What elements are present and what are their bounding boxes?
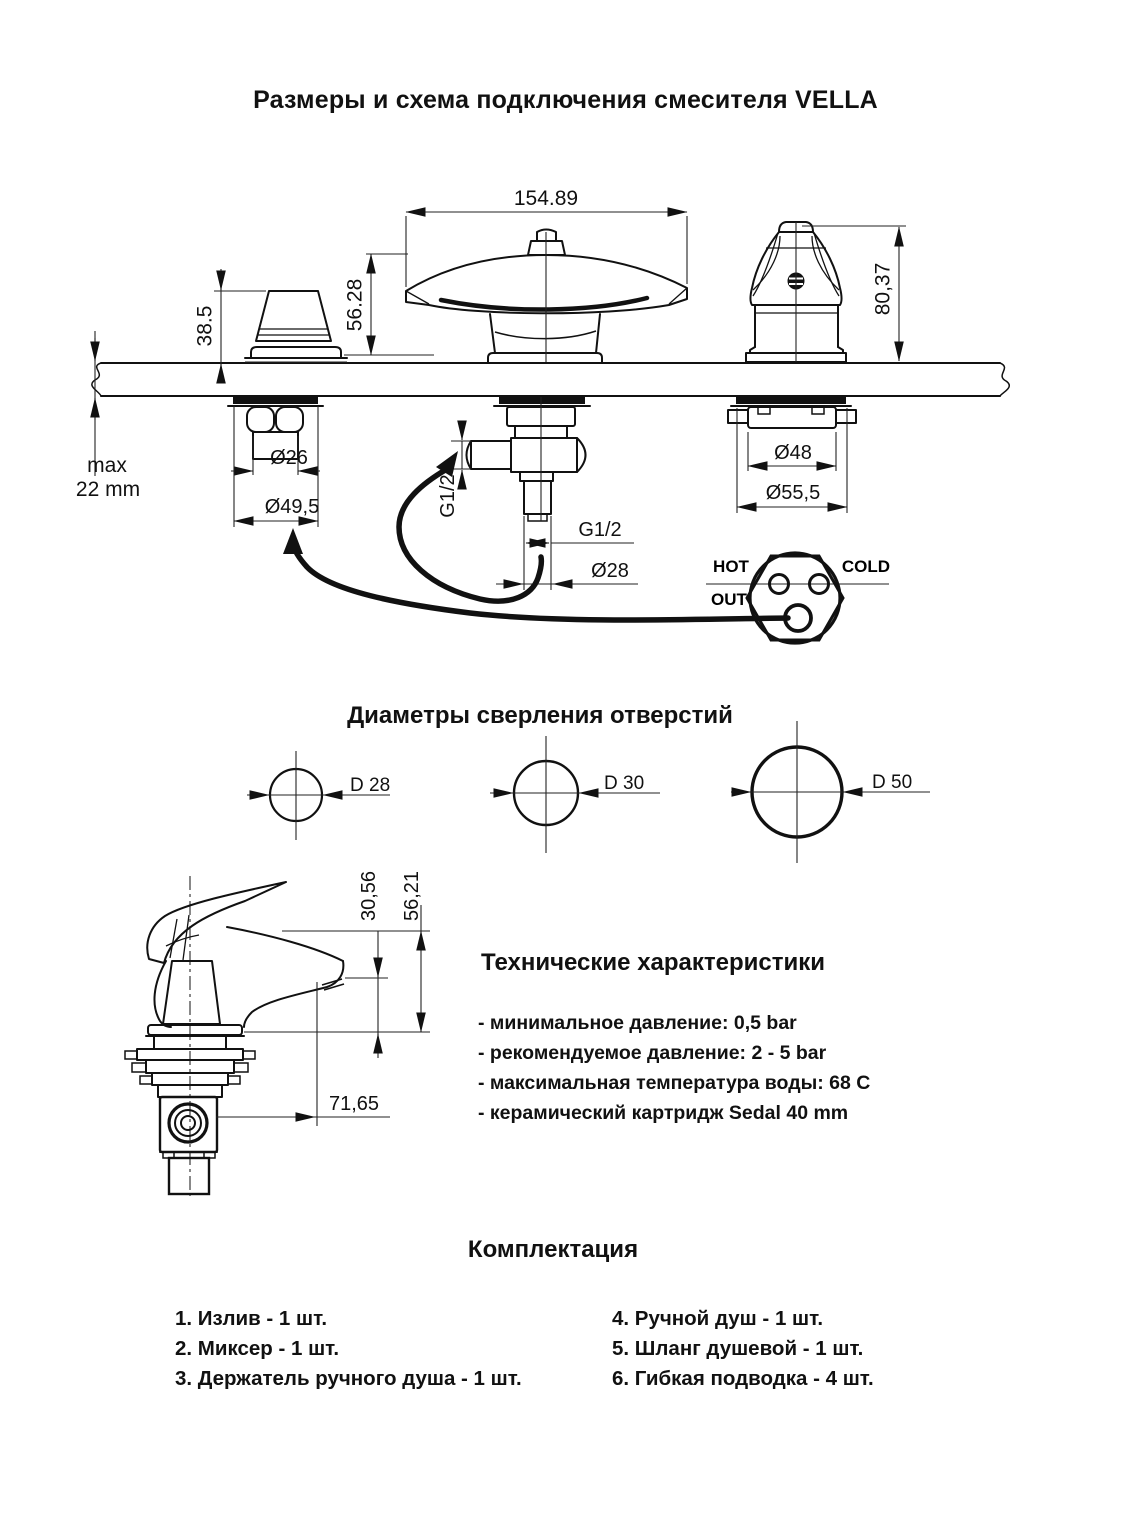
countertop: [92, 363, 1009, 396]
dim-side-view: [216, 871, 430, 1126]
spec-item: - максимальная температура воды: 68 C: [478, 1072, 871, 1094]
spec-item: - минимальное давление: 0,5 bar: [478, 1012, 797, 1034]
package-item: 1. Излив - 1 шт.: [175, 1307, 328, 1330]
svg-text:30,56: 30,56: [358, 870, 380, 922]
drill-section-heading: Диаметры сверления отверстий: [347, 702, 733, 729]
svg-text:Ø48: Ø48: [774, 442, 812, 464]
svg-text:G1/2: G1/2: [578, 519, 622, 541]
svg-text:D 50: D 50: [872, 772, 913, 793]
package-list-right: [612, 1304, 874, 1394]
dim-holder-neck: [748, 432, 836, 471]
dim-handle-height: [194, 269, 267, 382]
package-item: 3. Держатель ручного душа - 1 шт.: [175, 1367, 522, 1390]
hot-label: HOT: [713, 557, 749, 576]
drill-hole-d30: [490, 736, 660, 853]
dim-spout-tip-height: [358, 871, 380, 1058]
supply-connector: [706, 553, 890, 643]
specs-list: [478, 1008, 870, 1128]
spout: [406, 230, 687, 364]
package-item: 4. Ручной душ - 1 шт.: [612, 1307, 824, 1330]
specs-heading: Технические характеристики: [481, 949, 826, 976]
svg-text:Ø28: Ø28: [591, 560, 629, 582]
out-label: OUT: [711, 590, 747, 609]
package-list-left: [175, 1304, 522, 1394]
dim-handle-neck: [231, 436, 320, 475]
spec-item: - рекомендуемое давление: 2 - 5 bar: [478, 1042, 827, 1064]
valve-handle: [245, 291, 347, 362]
shower-holder: [746, 222, 846, 362]
side-view-drawing: [125, 871, 430, 1196]
max-value-label: 22 mm: [75, 478, 141, 501]
svg-text:154.89: 154.89: [513, 187, 579, 210]
package-item: 6. Гибкая подводка - 4 шт.: [612, 1367, 874, 1390]
package-item: 5. Шланг душевой - 1 шт.: [612, 1337, 864, 1360]
dim-valve-diameter: [496, 560, 638, 584]
drill-holes-diagram: [247, 721, 930, 863]
drill-hole-d50: [731, 721, 930, 863]
installation-drawing: [76, 187, 1009, 643]
holder-shank: [728, 397, 856, 428]
valve-block: [160, 1097, 217, 1194]
mixer-body: [146, 882, 344, 1036]
package-item: 2. Миксер - 1 шт.: [175, 1337, 340, 1360]
svg-text:Ø55,5: Ø55,5: [765, 482, 821, 504]
svg-text:38.5: 38.5: [193, 305, 217, 347]
svg-text:Ø26: Ø26: [270, 447, 308, 469]
spec-item: - керамический картридж Sedal 40 mm: [478, 1102, 849, 1124]
drill-hole-d28: [247, 751, 390, 840]
dim-counter-thickness: [76, 331, 140, 501]
package-heading: Комплектация: [467, 1236, 639, 1263]
page-title: Размеры и схема подключения смесителя VELLA: [253, 86, 878, 114]
svg-text:Ø49,5: Ø49,5: [264, 496, 320, 518]
svg-text:56,21: 56,21: [401, 870, 423, 922]
svg-text:D 28: D 28: [350, 775, 391, 796]
max-label: max: [87, 454, 127, 477]
svg-text:56.28: 56.28: [343, 278, 367, 332]
dim-total-height: [401, 871, 423, 1032]
svg-text:71,65: 71,65: [329, 1093, 380, 1115]
svg-text:G1/2: G1/2: [437, 474, 459, 518]
angle-valve: [467, 397, 591, 521]
cold-label: COLD: [841, 557, 891, 576]
svg-text:80,37: 80,37: [871, 262, 895, 316]
svg-text:D 30: D 30: [604, 773, 645, 794]
